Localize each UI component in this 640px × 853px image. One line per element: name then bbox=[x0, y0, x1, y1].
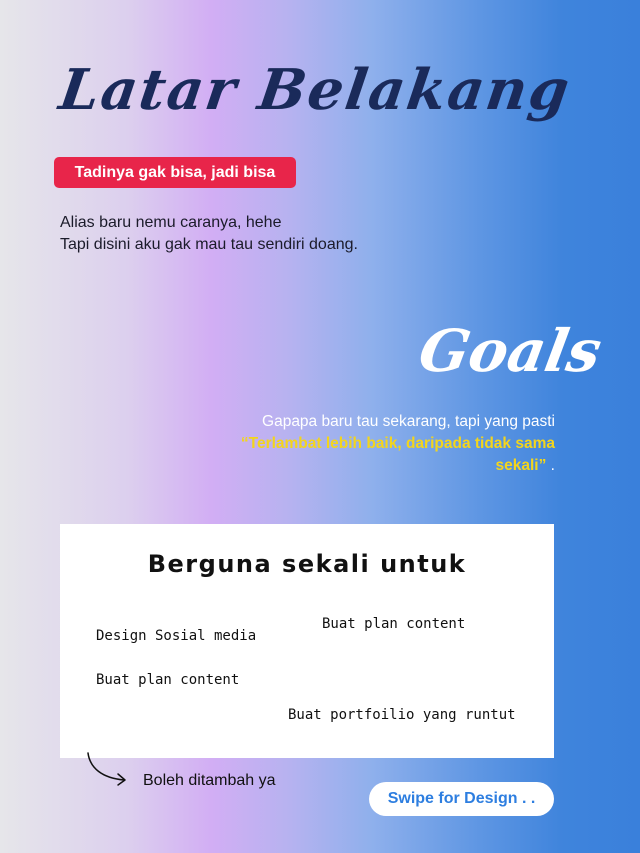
goals-description bbox=[215, 411, 555, 477]
card-title: Berguna sekali untuk bbox=[147, 550, 467, 578]
title-goals: Goals bbox=[414, 317, 607, 385]
card-item: Buat plan content bbox=[322, 616, 466, 632]
footer-note: Boleh ditambah ya bbox=[143, 772, 276, 789]
subtitle-badge: Tadinya gak bisa, jadi bisa bbox=[54, 157, 296, 188]
goals-quote-highlight: “Terlambat lebih baik, daripada tidak sama sekali” bbox=[240, 435, 555, 474]
curved-arrow-icon bbox=[84, 750, 134, 790]
card-item: Buat plan content bbox=[96, 672, 240, 688]
card-item: Buat portfoilio yang runtut bbox=[288, 707, 516, 723]
card-item: Design Sosial media bbox=[96, 628, 257, 644]
intro-text-line-1: Alias baru nemu caranya, hehe bbox=[60, 214, 282, 231]
title-latar-belakang: Latar Belakang bbox=[55, 57, 575, 123]
swipe-button[interactable]: Swipe for Design . . bbox=[369, 782, 554, 816]
goals-text-end: . bbox=[546, 457, 555, 474]
benefits-card bbox=[60, 524, 554, 758]
intro-text-line-2: Tapi disini aku gak mau tau sendiri doang. bbox=[60, 236, 358, 253]
goals-text: Gapapa baru tau sekarang, tapi yang pasti bbox=[262, 413, 555, 430]
